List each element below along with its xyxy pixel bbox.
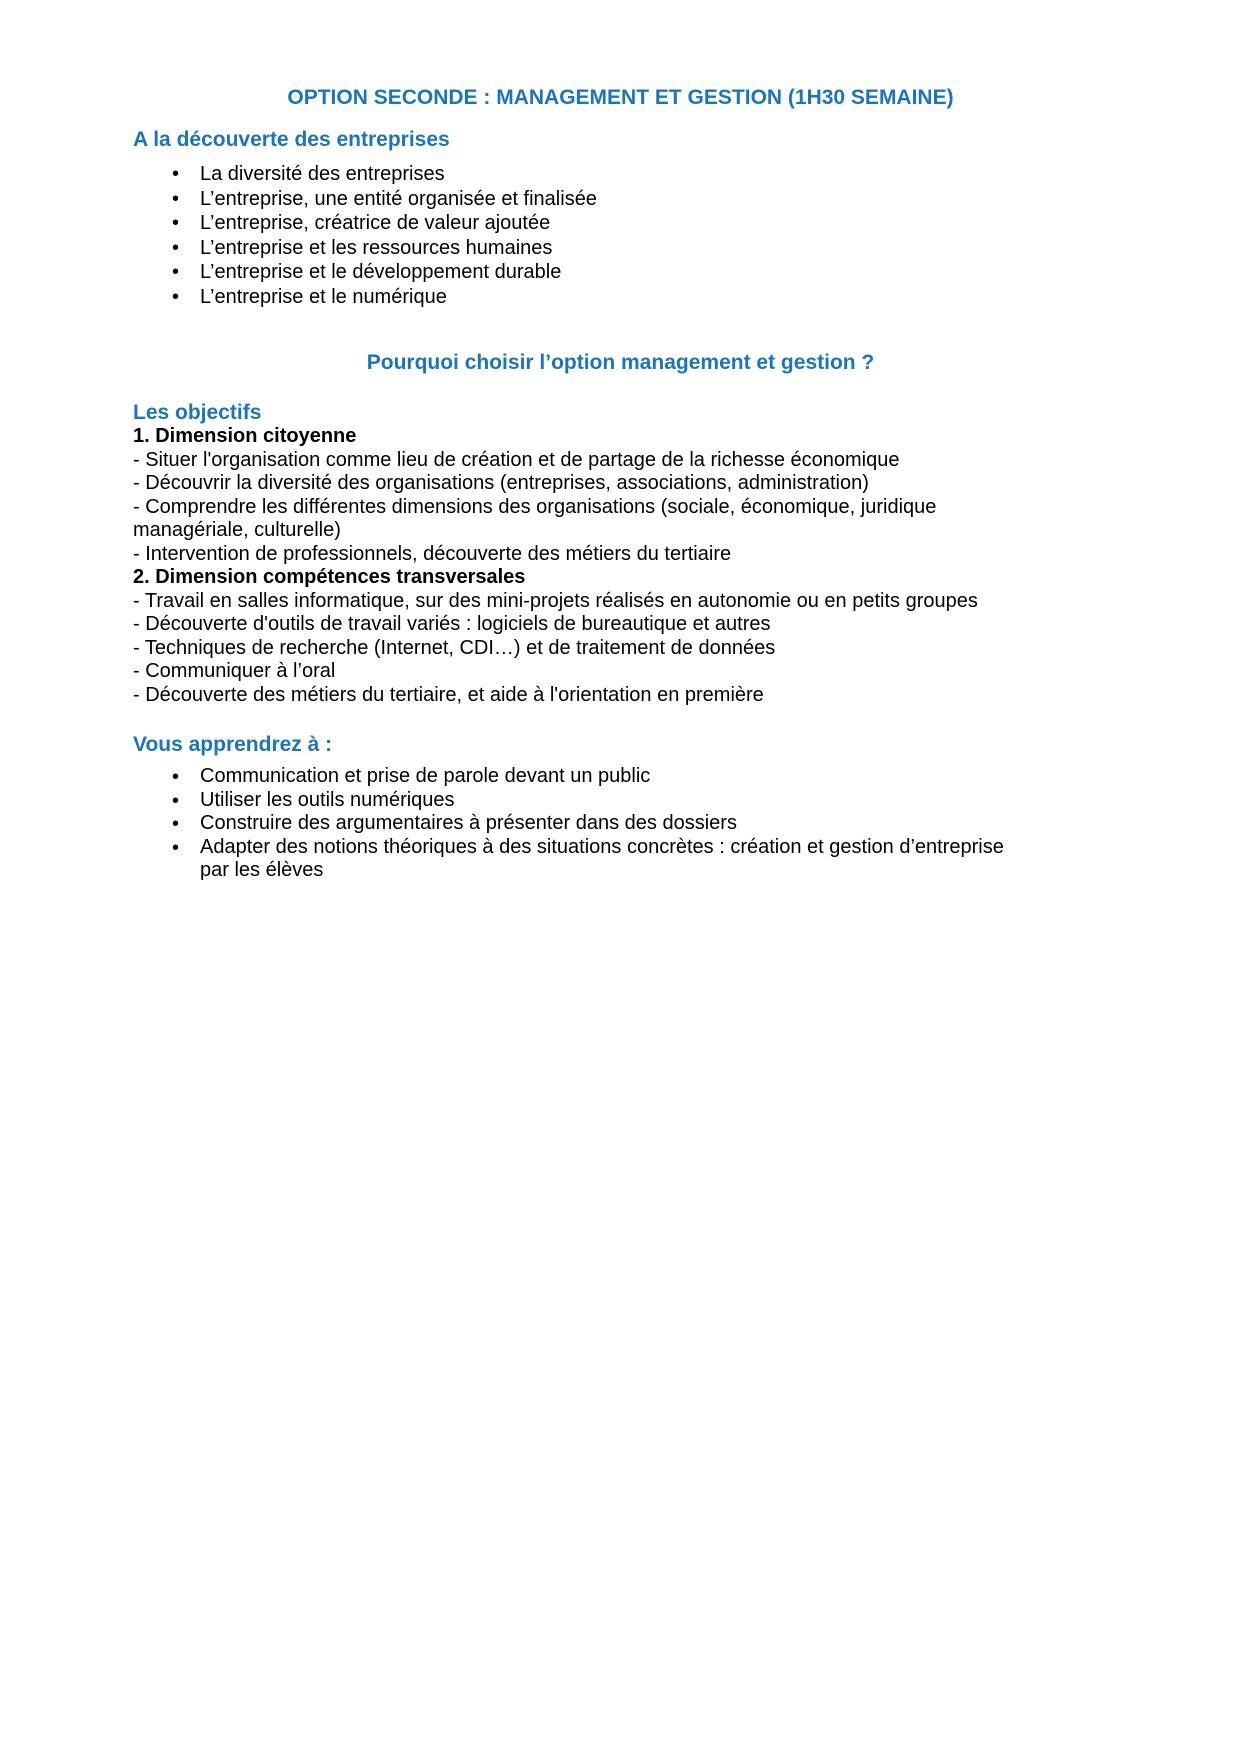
objectives-heading: Les objectifs [133, 401, 262, 424]
discover-item: • L’entreprise et le numérique [200, 285, 1108, 310]
learn-item [200, 812, 1108, 836]
objective-line: - Communiquer à l’oral [133, 660, 336, 682]
objective-line: - Travail en salles informatique, sur des mini-projets réalisés en autonomie ou en petits groupes [133, 589, 978, 612]
discover-item: • L’entreprise, créatrice de valeur ajoutée [200, 211, 1108, 236]
learn-item-line: • Communication et prise de parole devant un public [200, 765, 651, 787]
objective-dimension-title: 2. Dimension compétences transversales [133, 566, 526, 588]
discover-item: • L’entreprise, une entité organisée et finalisée [200, 187, 1108, 212]
learn-item-line: par les élèves [200, 859, 324, 881]
discover-item: • La diversité des entreprises [200, 162, 1108, 187]
learn-item [200, 836, 1108, 883]
objective-line: - Intervention de professionnels, découverte des métiers du tertiaire [133, 542, 732, 565]
document-title: OPTION SECONDE : MANAGEMENT ET GESTION (1H30 SEMAINE) [287, 86, 954, 109]
discover-heading: A la découverte des entreprises [133, 128, 450, 151]
objective-line: - Situer l'organisation comme lieu de création et de partage de la richesse économique [133, 448, 900, 471]
discover-item: • L’entreprise et les ressources humaines [200, 236, 1108, 261]
objective-line: - Découvrir la diversité des organisations (entreprises, associations, administration) [133, 472, 869, 494]
objective-line: managériale, culturelle) [133, 519, 341, 541]
objective-line: - Comprendre les différentes dimensions des organisations (sociale, économique, juridique [133, 495, 937, 518]
why-heading: Pourquoi choisir l’option management et gestion ? [366, 351, 875, 374]
objective-line: - Techniques de recherche (Internet, CDI…) et de traitement de données [133, 636, 776, 659]
objective-line: - Découverte des métiers du tertiaire, et aide à l'orientation en première [133, 683, 764, 706]
discover-item: • L’entreprise et le développement durable [200, 260, 1108, 285]
discover-section [133, 128, 1108, 309]
learn-item-line: • Adapter des notions théoriques à des situations concrètes : création et gestion d’entreprise [200, 835, 1004, 858]
discover-list [133, 162, 1108, 309]
learn-list [133, 765, 1108, 883]
objective-line: - Découverte d'outils de travail variés : logiciels de bureautique et autres [133, 613, 771, 635]
learn-item-line: • Utiliser les outils numériques [200, 788, 455, 811]
learn-heading: Vous apprendrez à : [133, 733, 333, 756]
objectives-dimension-1 [133, 425, 1108, 566]
objectives-dimension-2 [133, 566, 1108, 707]
learn-item [200, 765, 1108, 789]
objective-dimension-title: 1. Dimension citoyenne [133, 425, 357, 447]
learn-item-line: • Construire des argumentaires à présenter dans des dossiers [200, 812, 737, 834]
learn-item [200, 789, 1108, 813]
